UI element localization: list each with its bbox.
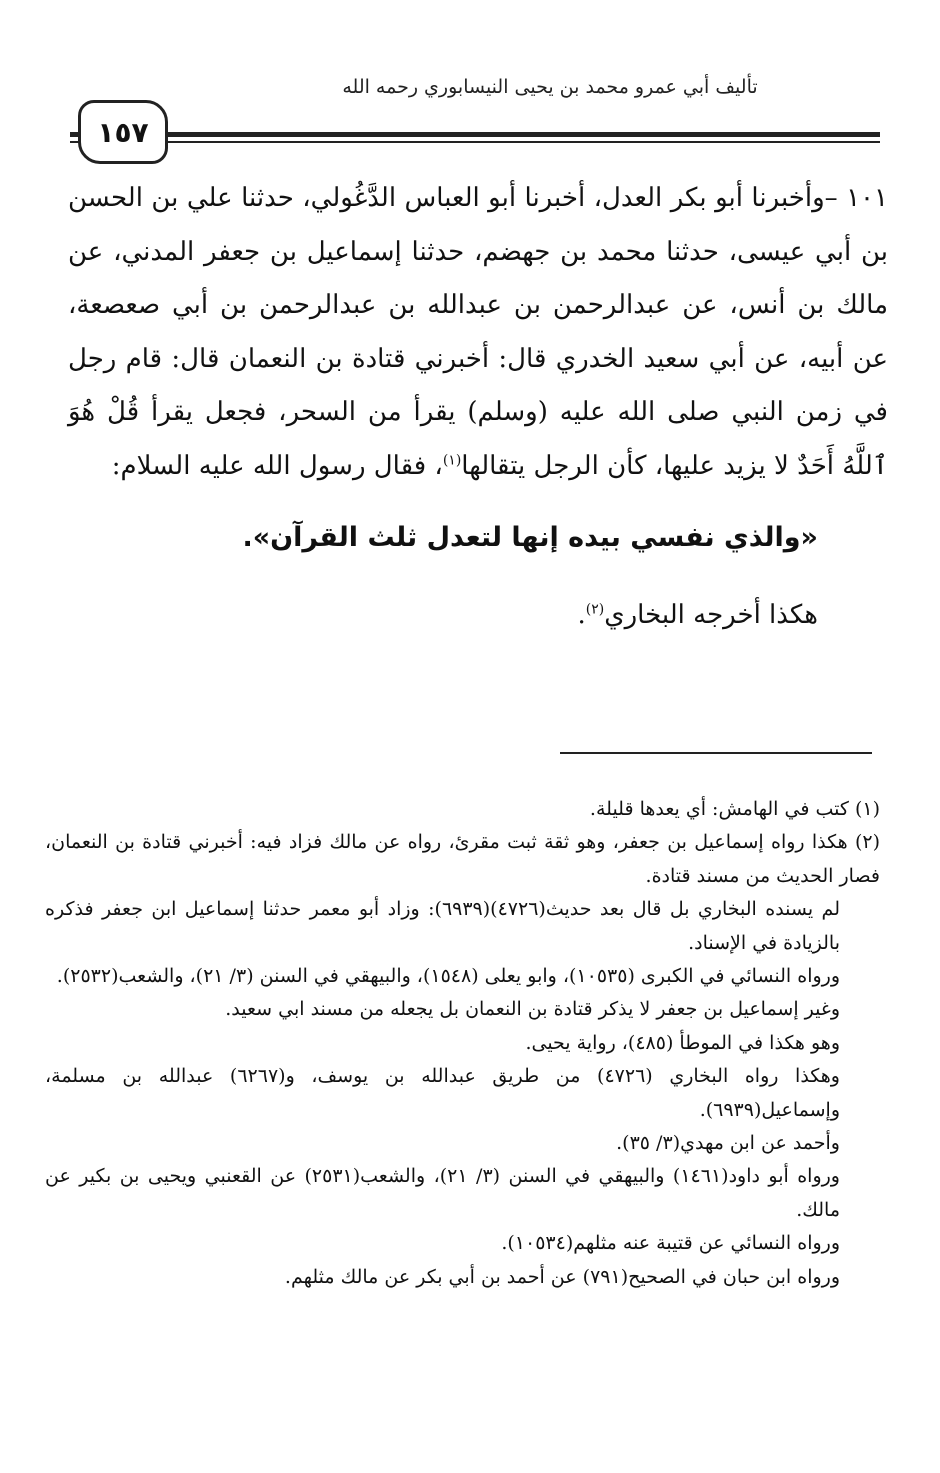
hadith-body-part2: ، فقال رسول الله عليه السلام: xyxy=(111,450,443,481)
header-rule-thin xyxy=(70,141,880,143)
footnote-note: ورواه أبو داود(١٤٦١) والبيهقي في السنن (٣/ ٢١)، والشعب(٢٥٣١) عن القعنبي ويحيى بن بكير عن مالك. xyxy=(45,1165,840,1221)
footnote-note: وغير إسماعيل بن جعفر لا يذكر قتادة بن النعمان بل يجعله من مسند ابي سعيد. xyxy=(225,998,840,1021)
footnote-reference-2: (٢) xyxy=(585,601,605,618)
footnote-note: ورواه ابن حبان في الصحيح(٧٩١) عن أحمد بن أبي بكر عن مالك مثلهم. xyxy=(284,1265,840,1288)
footnote-note: لم يسنده البخاري بل قال بعد حديث(٤٧٢٦)(٦٩٣٩): وزاد أبو معمر حدثنا إسماعيل ابن جعفر فذكره بالزيادة في الإسناد. xyxy=(45,898,840,954)
page-header xyxy=(70,70,880,160)
prophetic-quote: «والذي نفسي بيده إنها لتعدل ثلث القرآن». xyxy=(242,522,818,553)
closing-text: هكذا أخرجه البخاري xyxy=(604,600,818,630)
running-header-title: تأليف أبي عمرو محمد بن يحيى النيسابوري رحمه الله xyxy=(342,76,758,98)
footnote-note: وهو هكذا في الموطأ (٤٨٥)، رواية يحيى. xyxy=(525,1031,840,1054)
footnote-2: (٢) هكذا رواه إسماعيل بن جعفر، وهو ثقة ثبت مقرئ، رواه عن مالك فزاد فيه: أخبرني قتادة بن النعمان، فصار الحديث من مسند قتادة. xyxy=(45,831,880,887)
hadith-paragraph xyxy=(68,172,888,493)
footnote-reference-1: (١) xyxy=(442,451,462,468)
footnote-note: ورواه النسائي في الكبرى (١٠٥٣٥)، وابو يعلى (١٥٤٨)، والبيهقي في السنن (٣/ ٢١)، والشعب(٢٥٣٢). xyxy=(56,965,840,988)
footnotes xyxy=(45,793,880,1294)
hadith-body-part1: ١٠١ –وأخبرنا أبو بكر العدل، أخبرنا أبو العباس الدَّغُولي، حدثنا علي بن الحسن بن أبي عيسى، حدثنا محمد بن جهضم، حدثنا إسماعيل بن جعفر المدني، عن مالك بن أنس، عن عبدالرحمن بن عبدالله بن عبدالرحمن بن أبي صعصعة، عن أبيه، عن أبي سعيد الخدري قال: أخبرني قتادة بن النعمان قال: قام رجل في زمن النبي صلى الله عليه (وسلم) يقرأ من السحر، فجعل يقرأ قُلْ هُوَ ٱللَّهُ أَحَدٌ لا يزيد عليها، كأن الرجل يتقالها xyxy=(68,183,888,481)
footnote-note: وأحمد عن ابن مهدي(٣/ ٣٥). xyxy=(616,1132,840,1155)
footnote-note: وهكذا رواه البخاري (٤٧٢٦) من طريق عبدالله بن يوسف، و(٦٢٦٧) عبدالله بن مسلمة، وإسماعيل(٦٩٣٩). xyxy=(45,1065,840,1121)
hadith-text xyxy=(68,172,888,493)
closing-end: . xyxy=(577,600,586,630)
header-rule-thick xyxy=(70,132,880,137)
footnote-separator xyxy=(560,752,872,754)
page-number: ١٥٧ xyxy=(78,100,168,164)
footnote-note: ورواه النسائي عن قتيبة عنه مثلهم(١٠٥٣٤). xyxy=(501,1232,840,1255)
closing-line xyxy=(68,600,818,630)
footnote-1: (١) كتب في الهامش: أي يعدها قليلة. xyxy=(589,798,880,820)
